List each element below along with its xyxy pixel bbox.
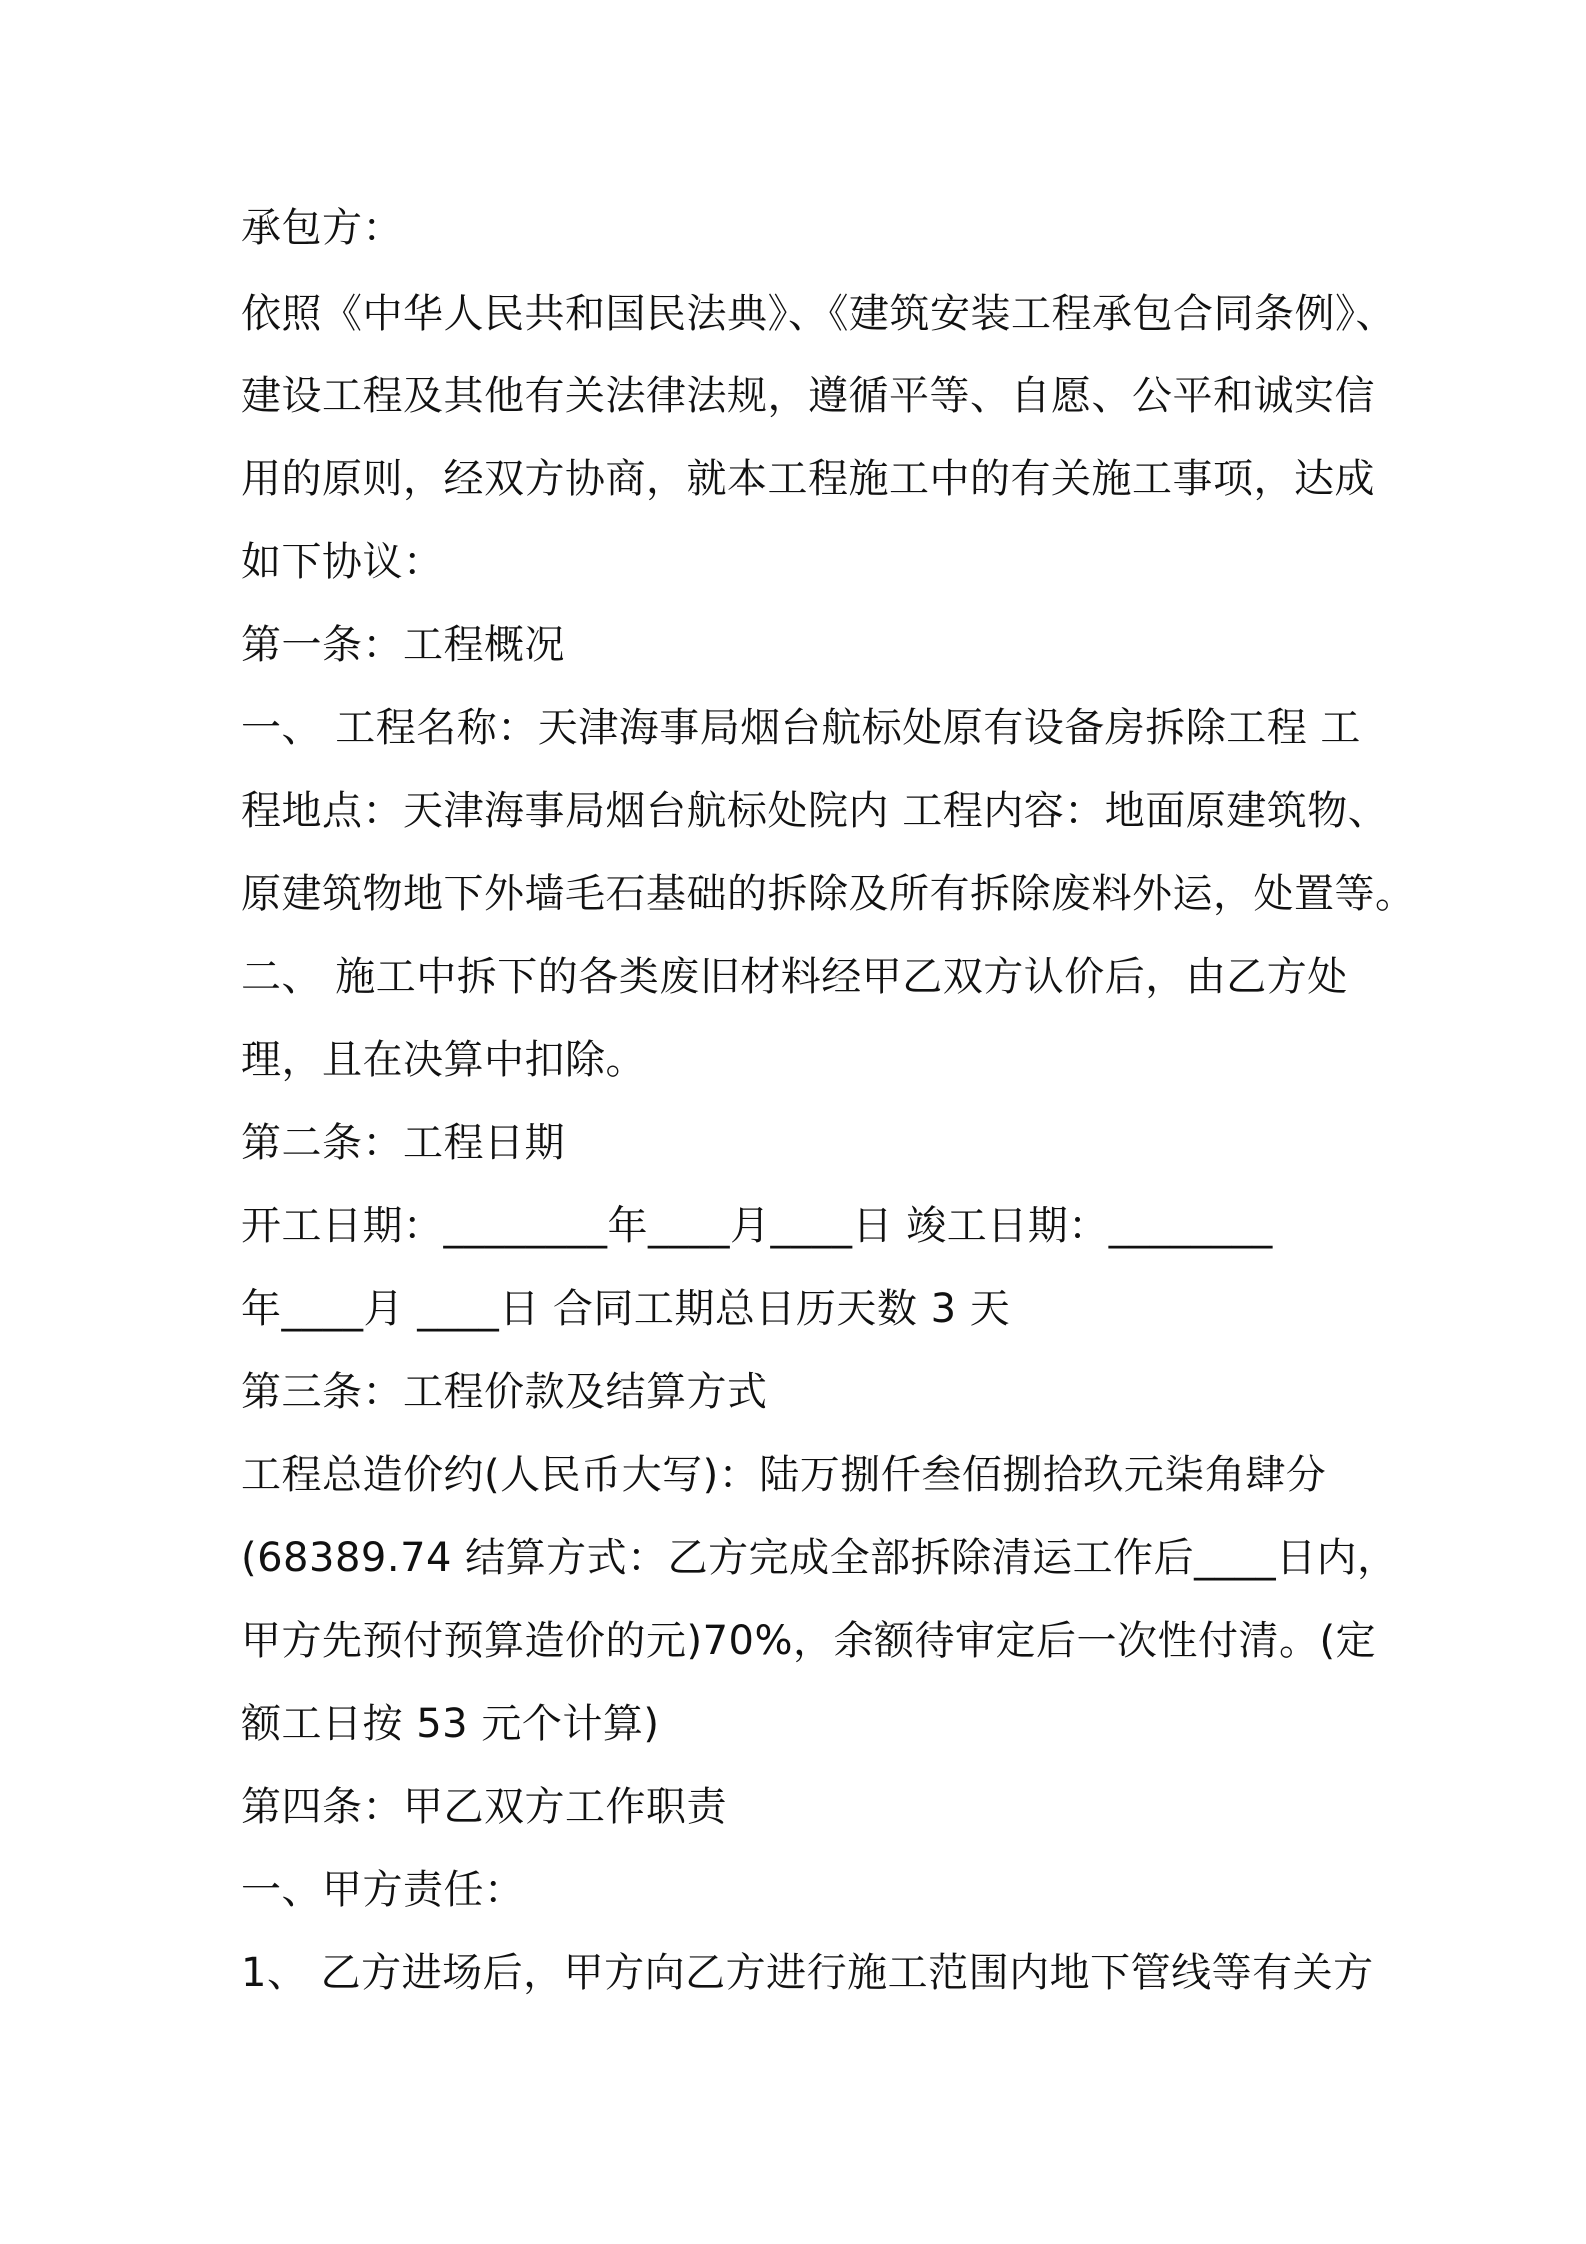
text-line: 理，且在决算中扣除。: [241, 1037, 646, 1083]
text-line: (68389.74 结算方式：乙方完成全部拆除清运工作后____日内，: [241, 1535, 1398, 1581]
text-line: 用的原则，经双方协商，就本工程施工中的有关施工事项，达成: [241, 456, 1375, 502]
section-heading: 第一条：工程概况: [241, 622, 565, 668]
section-heading: 第四条：甲乙双方工作职责: [241, 1784, 727, 1830]
text-line: 一、甲方责任：: [241, 1867, 525, 1913]
section-heading: 第三条：工程价款及结算方式: [241, 1369, 768, 1415]
section-heading: 第二条：工程日期: [241, 1120, 565, 1166]
text-line: 依照《中华人民共和国民法典》、《建筑安装工程承包合同条例》、: [241, 291, 1396, 337]
text-line: 如下协议：: [241, 539, 444, 585]
text-line: 甲方先预付预算造价的元)70%，余额待审定后一次性付清。(定: [241, 1618, 1377, 1664]
text-line: 额工日按 53 元个计算): [241, 1701, 660, 1747]
text-line: 开工日期：________年____月____日 竣工日期：________: [241, 1203, 1273, 1249]
text-line: 二、 施工中拆下的各类废旧材料经甲乙双方认价后，由乙方处: [241, 954, 1348, 1000]
text-line: 一、 工程名称：天津海事局烟台航标处原有设备房拆除工程 工: [241, 705, 1361, 751]
text-line: 原建筑物地下外墙毛石基础的拆除及所有拆除废料外运，处置等。: [241, 871, 1416, 917]
text-line: 1、 乙方进场后，甲方向乙方进行施工范围内地下管线等有关方: [241, 1950, 1374, 1996]
text-line: 承包方：: [241, 205, 403, 251]
text-line: 工程总造价约(人民币大写)：陆万捌仟叁佰捌拾玖元柒角肆分: [241, 1452, 1327, 1498]
text-line: 年____月 ____日 合同工期总日历天数 3 天: [241, 1286, 1011, 1332]
text-line: 建设工程及其他有关法律法规，遵循平等、自愿、公平和诚实信: [241, 373, 1375, 419]
text-line: 程地点：天津海事局烟台航标处院内 工程内容：地面原建筑物、: [241, 788, 1389, 834]
